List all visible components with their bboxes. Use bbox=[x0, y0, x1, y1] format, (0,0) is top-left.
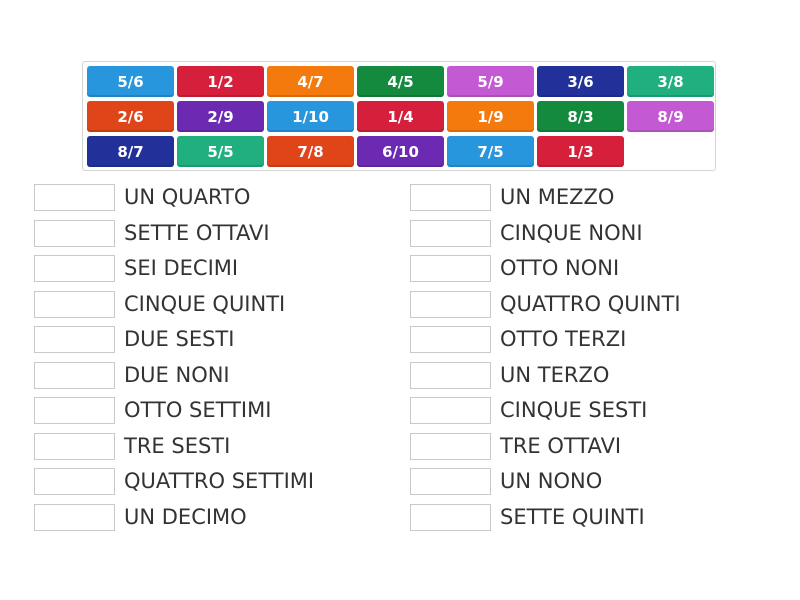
drop-slot[interactable] bbox=[34, 362, 115, 389]
fraction-tile[interactable]: 1/10 bbox=[267, 101, 354, 132]
answer-row bbox=[34, 504, 394, 532]
drop-slot[interactable] bbox=[410, 326, 491, 353]
drop-slot[interactable] bbox=[34, 326, 115, 353]
answer-row bbox=[34, 397, 394, 425]
answer-label: UN QUARTO bbox=[124, 185, 251, 209]
fraction-tile[interactable]: 1/3 bbox=[537, 136, 624, 167]
answer-label: DUE SESTI bbox=[124, 327, 235, 351]
drop-slot[interactable] bbox=[34, 255, 115, 282]
answer-row bbox=[34, 468, 394, 496]
answer-row bbox=[34, 326, 394, 354]
drop-slot[interactable] bbox=[34, 291, 115, 318]
answer-label: QUATTRO SETTIMI bbox=[124, 469, 315, 493]
drop-slot[interactable] bbox=[34, 433, 115, 460]
drop-slot[interactable] bbox=[410, 504, 491, 531]
answer-row bbox=[410, 255, 770, 283]
fraction-tile[interactable]: 4/5 bbox=[357, 66, 444, 97]
fraction-tile[interactable]: 7/8 bbox=[267, 136, 354, 167]
answer-label: SETTE QUINTI bbox=[500, 504, 645, 529]
answer-label: DUE NONI bbox=[124, 362, 230, 387]
answer-row bbox=[410, 504, 770, 532]
fraction-tile[interactable]: 4/7 bbox=[267, 66, 354, 97]
answer-label: CINQUE NONI bbox=[500, 220, 643, 245]
answer-row bbox=[410, 184, 770, 212]
answer-label: UN NONO bbox=[500, 469, 603, 493]
answer-row bbox=[410, 433, 770, 461]
fraction-tile[interactable]: 1/4 bbox=[357, 101, 444, 132]
answer-label: UN MEZZO bbox=[500, 185, 615, 209]
answer-row bbox=[34, 291, 394, 319]
drop-slot[interactable] bbox=[34, 397, 115, 424]
answer-row bbox=[34, 433, 394, 461]
answer-label: CINQUE QUINTI bbox=[124, 291, 286, 316]
drop-slot[interactable] bbox=[410, 291, 491, 318]
fraction-tile[interactable]: 7/5 bbox=[447, 136, 534, 167]
drop-slot[interactable] bbox=[410, 362, 491, 389]
tile-bank bbox=[82, 61, 716, 171]
fraction-tile[interactable]: 8/3 bbox=[537, 101, 624, 132]
answer-label: SETTE OTTAVI bbox=[124, 220, 270, 245]
answer-row bbox=[410, 220, 770, 248]
answer-label: TRE SESTI bbox=[124, 433, 231, 458]
answer-row bbox=[410, 397, 770, 425]
fraction-tile[interactable]: 5/6 bbox=[87, 66, 174, 97]
answer-label: OTTO SETTIMI bbox=[124, 398, 272, 422]
fraction-tile[interactable]: 3/6 bbox=[537, 66, 624, 97]
drop-slot[interactable] bbox=[410, 220, 491, 247]
drop-slot[interactable] bbox=[410, 255, 491, 282]
answer-label: TRE OTTAVI bbox=[500, 433, 622, 458]
answer-row bbox=[410, 326, 770, 354]
fraction-tile[interactable]: 2/9 bbox=[177, 101, 264, 132]
fraction-tile[interactable]: 1/2 bbox=[177, 66, 264, 97]
drop-slot[interactable] bbox=[34, 504, 115, 531]
answer-label: UN DECIMO bbox=[124, 504, 247, 529]
answer-label: OTTO NONI bbox=[500, 256, 620, 280]
fraction-tile[interactable]: 8/9 bbox=[627, 101, 714, 132]
fraction-tile[interactable]: 6/10 bbox=[357, 136, 444, 167]
drop-slot[interactable] bbox=[410, 468, 491, 495]
answer-label: UN TERZO bbox=[500, 362, 610, 387]
drop-slot[interactable] bbox=[410, 433, 491, 460]
answer-label: CINQUE SESTI bbox=[500, 398, 648, 422]
fraction-tile[interactable]: 5/5 bbox=[177, 136, 264, 167]
drop-slot[interactable] bbox=[410, 184, 491, 211]
fraction-tile[interactable]: 3/8 bbox=[627, 66, 714, 97]
fraction-tile[interactable]: 2/6 bbox=[87, 101, 174, 132]
fraction-tile[interactable]: 1/9 bbox=[447, 101, 534, 132]
fraction-tile[interactable]: 5/9 bbox=[447, 66, 534, 97]
answer-row bbox=[34, 362, 394, 390]
answer-row bbox=[34, 255, 394, 283]
drop-slot[interactable] bbox=[34, 184, 115, 211]
drop-slot[interactable] bbox=[34, 220, 115, 247]
answer-row bbox=[410, 362, 770, 390]
answer-row bbox=[34, 184, 394, 212]
drop-slot[interactable] bbox=[410, 397, 491, 424]
answer-row bbox=[410, 291, 770, 319]
answer-label: OTTO TERZI bbox=[500, 327, 627, 351]
fraction-tile[interactable]: 8/7 bbox=[87, 136, 174, 167]
answer-row bbox=[410, 468, 770, 496]
answer-label: SEI DECIMI bbox=[124, 256, 239, 280]
answer-row bbox=[34, 220, 394, 248]
drop-slot[interactable] bbox=[34, 468, 115, 495]
answer-label: QUATTRO QUINTI bbox=[500, 291, 681, 316]
